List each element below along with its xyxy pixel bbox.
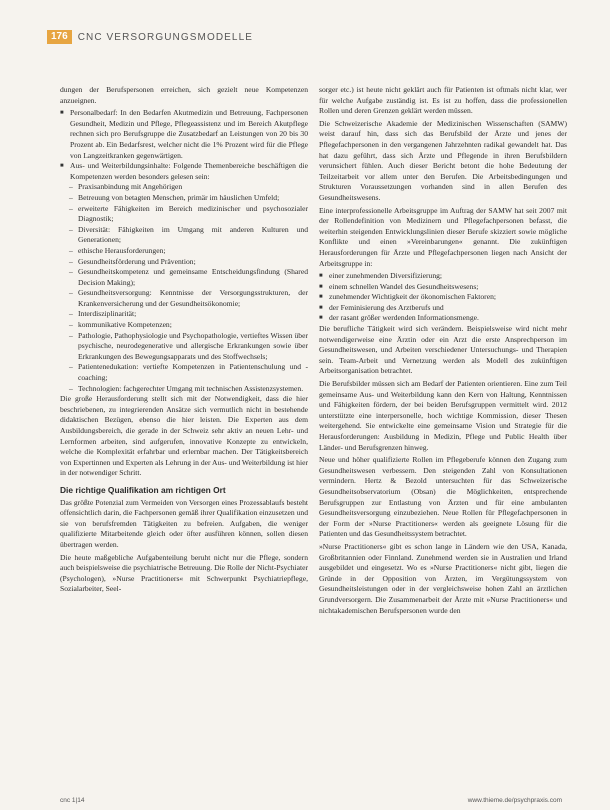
right-paragraph: Die Schweizerische Akademie der Medizinischen Wissenschaften (SAMW) weist darauf hin, dass sich das Berufsbild der Ärzte und jenes der Pflegefachpersonen in den vergangenen Jahrzehnten radikal gewandelt hat. Das hat dazu geführt, dass sich Ärzte und Pflegende in ihren Berufsbildern verunsichert fühlen. Auch dieser Bericht betont die hohe Bedeutung der Teilzeitarbeit vor allem unter den Berufen. Die Arbeitsbedingungen und Strukturen Voraussetzungen vorhanden sind in allen Berufen des Gesundheitswesens. — [319, 118, 567, 202]
right-bullet-list — [319, 271, 567, 324]
sub-item: – Gesundheitskompetenz und gemeinsame Entscheidungsfindung (Shared Decision Making); — [60, 267, 308, 288]
page-header — [47, 30, 253, 44]
sub-item: – Praxisanbindung mit Angehörigen — [60, 182, 308, 193]
bullet-item: ■ der rasant größer werdenden Informationsmenge. — [319, 313, 567, 324]
right-paragraph: sorger etc.) ist heute nicht geklärt auch für Patienten ist oftmals nicht klar, wer für welche Aufgabe zuständig ist. Es ist zu hoffen, dass die professionellen Rollen und deren Grenzen geklärt werden müssen. — [319, 85, 567, 116]
left-intro: dungen der Berufspersonen erreichen, sich gezielt neue Kompetenzen anzueignen. — [60, 85, 308, 105]
section-heading: Die richtige Qualifikation am richtigen Ort — [60, 484, 226, 495]
right-paragraph: Neue und höher qualifizierte Rollen im Pflegeberufe können den Zugang zum Gesundheitswesen verbessern. Den steigenden Zahl von Konsultationen vermindern. Hertz & Bezold untersuchten für das Schweizerische Gesundheitsobservatorium (Obsan) die Möglichkeiten, entsprechende Berufsgruppen zur Entlastung von Ärzten und für eine ambulanten Gesundheitsversorgung einzubeziehen. Neue Rollen für Pflegefachpersonen in der Form der »Nurse Practitioners« werden als geeignete Lösung für die Patienten und das Gesundheitssystem betrachtet. — [319, 455, 567, 539]
sub-item: – Patientenedukation: vertiefte Kompetenzen in Patientenschulung und -coaching; — [60, 362, 308, 383]
section-title: CNC VERSORGUNGSMODELLE — [77, 31, 254, 43]
sub-item: – Gesundheitsversorgung: Kenntnisse der Versorgungsstrukturen, der Krankenversicherung und der Gesundheitsökonomie; — [60, 288, 308, 309]
right-column — [319, 85, 567, 618]
left-paragraph: Die heute maßgebliche Aufgabenteilung beruht nicht nur die Pflege, sondern auch beispielsweise die psychiatrische Betreuung. Die Rolle der Nicht-Psychiater (Psychologen), »Nurse Practitioners« mit Schwerpunkt Psychiatriepflege, Sozialarbeiter, Seel- — [60, 552, 308, 594]
bullet-item: ■ Personalbedarf: In den Bedarfen Akutmedizin und Betreuung, Fachpersonen Gesundheit, Medizin und Pflege, Pflegeassistenz und im Bereich Akutpflege rechnen sich pro Berufsgruppe die Zusatzbedarf an Leistungen von 20 bis 30 Prozent ab. Ein Bedarfsrest, welcher nicht die 1% Prozent wird für die Pflege von Langzeitkranken gegenwärtigen. — [60, 108, 308, 161]
sub-item: – Pathologie, Pathophysiologie und Psychopathologie, vertieftes Wissen über psychische, neurodegenerative und allergische Erkrankungen sowie über Erkrankungen des Bewegungsapparats und des Stoffwechsels; — [60, 331, 308, 363]
sub-item: – erweiterte Fähigkeiten im Bereich medizinischer und psychosozialer Diagnostik; — [60, 204, 308, 225]
bullet-item: ■ der Feminisierung des Arztberufs und — [319, 303, 567, 314]
bullet-item: ■ einer zunehmenden Diversifizierung; — [319, 271, 567, 282]
right-paragraph: Die Berufsbilder müssen sich am Bedarf der Patienten orientieren. Eine zum Teil gemeinsame Aus- und Weiterbildung kann den Kern von Haltung, Kenntnissen und Fähigkeiten fördern, der bei beiden Berufsgruppen vermittelt wird. 2012 unterstützte eine interpersonelle, hoch wichtige Kommission, dieser Thesen weitergehend. Sie entwickelte eine gemeinsame Vision und Strategie für die Herausforderungen: Ausbildung in Medizin, Pflege und Public Health über Länder- und Berufsgrenzen hinweg. — [319, 379, 567, 452]
sub-item: – Technologien: fachgerechter Umgang mit technischen Assistenzsystemen. — [60, 384, 308, 395]
bullet-item: ■ einem schnellen Wandel des Gesundheitswesens; — [319, 282, 567, 293]
bullet-item: ■ Aus- und Weiterbildungsinhalte: Folgende Themenbereiche beschäftigen die Kompetenzen werden besonders gelesen sein: — [60, 161, 308, 182]
bullet-item: ■ zunehmender Wichtigkeit der ökonomischen Faktoren; — [319, 292, 567, 303]
right-paragraph: Die berufliche Tätigkeit wird sich verändern. Beispielsweise wird nicht mehr notwendigerweise eine Ärztin oder ein Arzt die erste Ansprechperson im Gesundheitswesen, und Arbeiten verschiedener Untersuchungs- und Therapien sein. Team-Arbeit und Vernetzung werden als Modell des zukünftigen Arbeitsorganisation betrachtet. — [319, 324, 567, 376]
left-paragraph: Das größte Potenzial zum Vermeiden von Versorgen eines Prozessablaufs besteht offensichtlich darin, die Fachpersonen gemäß ihrer Qualifikation einzusetzen und sie von berufsfremden Tätigkeiten zu befreien. Aufgaben, die weniger qualifizierte Mitarbeitende gleich oder öfter ausführen können, sollen diesen übertragen werden. — [60, 497, 308, 549]
sub-item: – Betreuung von betagten Menschen, primär im häuslichen Umfeld; — [60, 193, 308, 204]
sub-item: – Interdisziplinarität; — [60, 309, 308, 320]
footer-url: www.thieme.de/psychpraxis.com — [467, 797, 562, 804]
sub-item: – Diversität: Fähigkeiten im Umgang mit anderen Kulturen und Generationen; — [60, 225, 308, 246]
page-number: 176 — [47, 30, 72, 44]
left-paragraph: Die große Herausforderung stellt sich mit der Notwendigkeit, dass die hier beschriebenen, zu integrierenden Ansätze sich vermutlich nicht in bestehende didaktischen Bezügen, ebenso die hier leisten. Die Experten aus dem Ausbildungsbereich, die gerade in der Schweiz sehr aktiv an neuen Lehr- und Lernformen arbeiten, sind aufgerufen, innovative Konzepte zu entwickeln, welche die Komplexität erfahrbar und erlernbar machen. Der Tätigkeitsbereich von Expertinnen und Experten als Lehrung in der Aus- und Weiterbildung ist hier in der notwendiger Schritt. — [60, 394, 308, 478]
sub-item: – kommunikative Kompetenzen; — [60, 320, 308, 331]
footer-issue: cnc 1|14 — [60, 797, 85, 804]
left-bullet-list — [60, 108, 308, 394]
right-paragraph: Eine interprofessionelle Arbeitsgruppe im Auftrag der SAMW hat seit 2007 mit der Rollendefinition von Medizinern und Pflegefachpersonen befasst, die weiterhin steigenden Entwicklungslinien dieser Berufe skizziert sowie mögliche Konflikte und einen »Vereinbarungen« genannt. Die zukünftigen Herausforderungen für Ärzte und Pflegefachpersonen liegen nach Ansicht der Arbeitsgruppe in: — [319, 205, 567, 268]
sub-item: – ethische Herausforderungen; — [60, 246, 308, 257]
right-paragraph: »Nurse Practitioners« gibt es schon lange in Ländern wie den USA, Kanada, Großbritannien oder Finnland. Zunehmend werden sie in Australien und Irland ausgebildet und eingesetzt. Wo es »Nurse Practitioners« nicht gibt, liegen die Gründe in der Opposition von Ärzten, im Vergütungssystem von Gesundheitsleistungen oder in der vergleichsweise hohen Zahl an ärztlichen Grundversorgern. Die Zusammenarbeit der Ärzte mit »Nurse Practitioners« und nichtakademischen Berufspersonen wurde den — [319, 541, 567, 615]
left-column — [60, 85, 308, 597]
sub-item: – Gesundheitsförderung und Prävention; — [60, 257, 308, 268]
